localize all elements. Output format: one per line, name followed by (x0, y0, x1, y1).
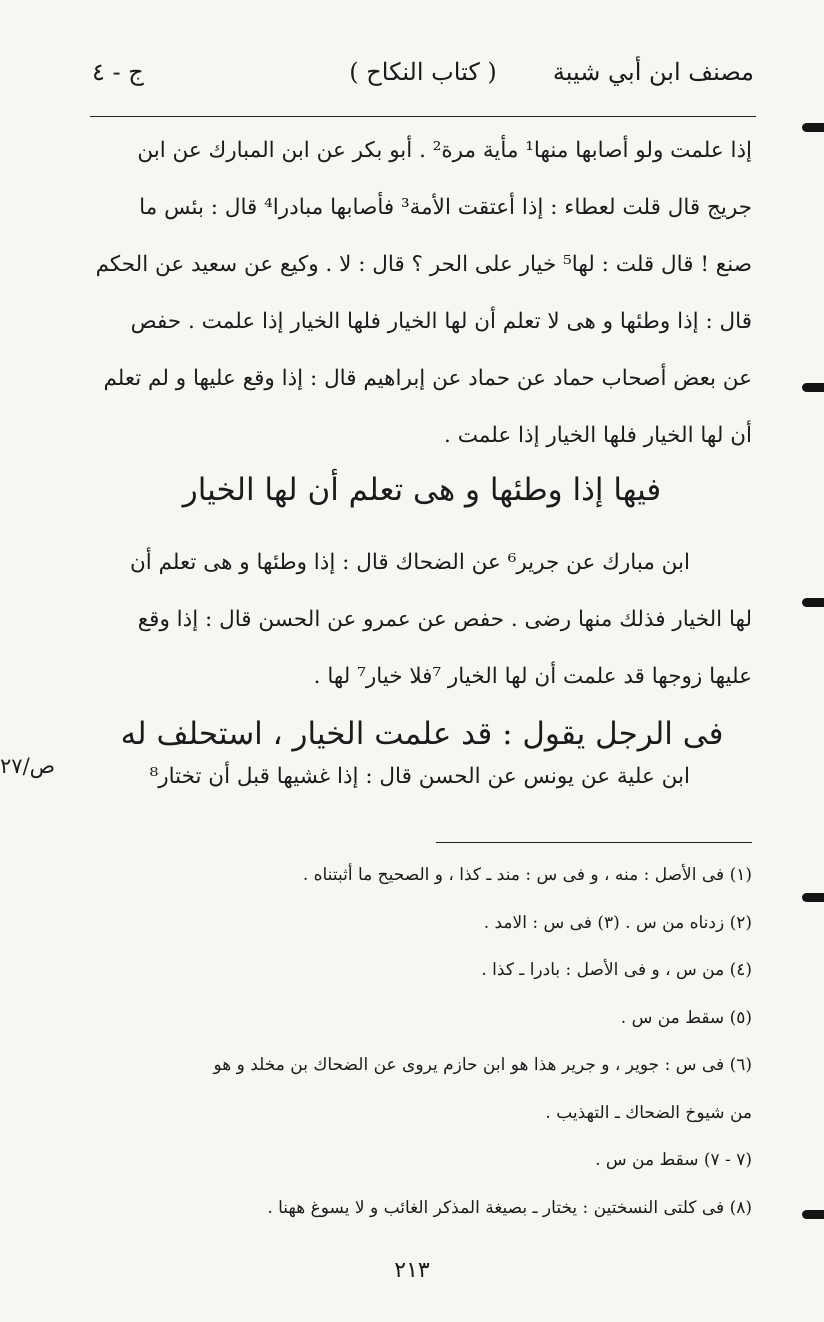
footnote: (٥) سقط من س . (620, 1007, 752, 1028)
footnote: (١) فى الأصل : منه ، و فى س : مند ـ كذا ، و الصحيح ما أثبتناه . (302, 865, 752, 885)
footnote: (٦) فى س : جوير ، و جرير هذا هو ابن حازم يروى عن الضحاك بن مخلد و هو (213, 1055, 752, 1075)
page-number: ٢١٣ (394, 1258, 430, 1283)
section-heading-1: فيها إذا وطئها و هى تعلم أن لها الخيار (182, 472, 662, 508)
manuscript-page-reference: ص/٢٧ (0, 754, 56, 778)
text-line: صنع ! قال قلت : لها⁵ خيار على الحر ؟ قال : لا . وكيع عن سعيد عن الحكم (95, 252, 752, 277)
paragraph-3 (92, 748, 752, 805)
text-line: ابن علية عن يونس عن الحسن قال : إذا غشيها قبل أن تختار⁸ (149, 764, 690, 789)
text-line: ابن مبارك عن جرير⁶ عن الضحاك قال : إذا وطئها و هى تعلم أن (129, 550, 690, 575)
text-line: قال : إذا وطئها و هى لا تعلم أن لها الخيار فلها الخيار إذا علمت . حفص (130, 309, 752, 334)
text-line: لها الخيار فذلك منها رضى . حفص عن عمرو عن الحسن قال : إذا وقع (137, 607, 752, 632)
section-heading-2: فى الرجل يقول : قد علمت الخيار ، استحلف له (120, 716, 724, 752)
text-line: عليها زوجها قد علمت أن لها الخيار ⁷فلا خيار⁷ لها . (313, 664, 752, 689)
footnote: (٤) من س ، و فى الأصل : بادرا ـ كذا . (481, 960, 752, 980)
footnote: (٨) فى كلتى النسختين : يختار ـ بصيغة المذكر الغائب و لا يسوغ ههنا . (267, 1197, 752, 1218)
footnote: من شيوخ الضحاك ـ التهذيب . (545, 1102, 752, 1123)
binding-mark (802, 123, 824, 132)
book-title: ( كتاب النكاح ) (349, 58, 497, 86)
footnote: (٢) زدناه من س . (٣) فى س : الامد . (483, 912, 752, 933)
footnote: (٧ - ٧) سقط من س . (595, 1150, 752, 1170)
binding-mark (802, 893, 824, 902)
binding-mark (802, 383, 824, 392)
binding-mark (802, 598, 824, 607)
running-head (92, 58, 754, 98)
footnote-divider (436, 842, 752, 843)
text-line: جريج قال قلت لعطاء : إذا أعتقت الأمة³ فأصابها مبادرا⁴ قال : بئس ما (139, 195, 752, 220)
paragraph-1 (92, 122, 752, 464)
binding-mark (802, 1210, 824, 1219)
volume-number: ج - ٤ (92, 58, 144, 86)
text-line: عن بعض أصحاب حماد عن حماد عن إبراهيم قال : إذا وقع عليها و لم تعلم (103, 366, 752, 391)
header-divider (90, 116, 756, 117)
text-line: إذا علمت ولو أصابها منها¹ مأية مرة² . أبو بكر عن ابن المبارك عن ابن (137, 138, 752, 163)
running-title: مصنف ابن أبي شيبة (552, 58, 754, 86)
text-line: أن لها الخيار فلها الخيار إذا علمت . (444, 423, 752, 448)
paragraph-2 (92, 534, 752, 705)
footnotes (92, 852, 752, 1232)
